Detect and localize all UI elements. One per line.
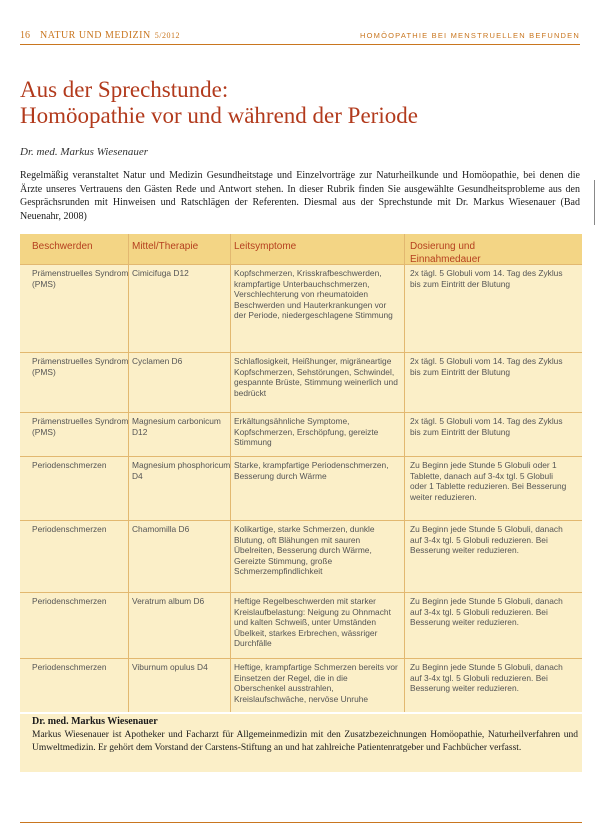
article-title [20,77,580,129]
cell-mittel: Chamomilla D6 [132,524,190,534]
title-line-2: Homöopathie vor und während der Periode [20,103,418,128]
cell-mittel: Magnesium phosphoricum D4 [132,460,231,481]
cell-mittel: Veratrum album D6 [132,596,205,606]
cell-dosierung: 2x tägl. 5 Globuli vom 14. Tag des Zyklus bis zum Eintritt der Blutung [410,356,563,377]
cell-dosierung: 2x tägl. 5 Globuli vom 14. Tag des Zyklus bis zum Eintritt der Blutung [410,268,563,289]
margin-bracket [594,180,601,225]
bio-text: Markus Wiesenauer ist Apotheker und Facharzt für Allgemeinmedizin mit den Zusatzbezeichnungen Homöopathie, Naturheilverfahren und Umweltmedizin. Er gehört dem Vorstand der Carstens-Stiftung an und hat zahlreiche Patientenratgeber und Fachbücher verfasst. [32,730,578,753]
header-leitsymptome: Leitsymptome [234,241,297,252]
table-row [20,520,582,593]
page-number: 16 [20,30,30,41]
article-intro: Regelmäßig veranstaltet Natur und Medizin Gesundheitstage und Einzelvorträge zur Naturheilkunde und Homöopathie, bei denen die Ärzte unseres Vertrauens den Gästen Rede und Antwort stehen. In dieser Rubrik finden Sie ausgewählte Gesundheitsprobleme aus den Gesprächsrunden mit Hinweisen und Ratschlägen der Referenten. Diesmal aus der Sprechstunde mit Dr. Markus Wiesenauer (Bad Neuenahr, 2008) [20,170,580,222]
title-line-1: Aus der Sprechstunde: [20,77,229,102]
footer-divider [20,822,582,823]
cell-beschwerden: Periodenschmerzen [32,524,107,534]
cell-leitsymptome: Kopfschmerzen, Krisskrafbeschwerden, krampfartige Unterbauchschmerzen, Verschlechterung von rheumatoiden Beschwerden und Hauterkrankungen vor der Periode, niedergeschlagene Stimmung [234,268,393,321]
cell-beschwerden: Prämenstruelles Syndrom (PMS) [32,356,129,377]
bio-title: Dr. med. Markus Wiesenauer [32,716,158,727]
cell-beschwerden: Prämenstruelles Syndrom (PMS) [32,268,129,289]
cell-mittel: Viburnum opulus D4 [132,662,208,672]
cell-leitsymptome: Kolikartige, starke Schmerzen, dunkle Blutung, oft Blähungen mit sauren Übelreiten, Besserung durch Wärme, Gereizte Stimmung, große Schmerzempfindlichkeit [234,524,375,577]
cell-dosierung: Zu Beginn jede Stunde 5 Globuli, danach auf 3-4x tgl. 5 Globuli reduzieren. Bei Besserung weiter reduzieren. [410,524,563,556]
cell-beschwerden: Periodenschmerzen [32,460,107,470]
issue-number: 5/2012 [154,31,180,40]
cell-leitsymptome: Schlaflosigkeit, Heißhunger, migräneartige Kopfschmerzen, Sehstörungen, Schwindel, gespannte Brüste, Stimmung weinerlich und bedrückt [234,356,398,398]
cell-mittel: Magnesium carbonicum D12 [132,416,221,437]
remedy-table [20,234,582,712]
cell-dosierung: Zu Beginn jede Stunde 5 Globuli oder 1 Tablette, danach auf 3-4x tgl. 5 Globuli oder 1 Tablette reduzieren. Bei Besserung weiter reduzieren. [410,460,567,502]
cell-dosierung: Zu Beginn jede Stunde 5 Globuli, danach auf 3-4x tgl. 5 Globuli reduzieren. Bei Besserung weiter reduzieren. [410,662,563,694]
cell-beschwerden: Prämenstruelles Syndrom (PMS) [32,416,129,437]
cell-leitsymptome: Starke, krampfartige Periodenschmerzen, Besserung durch Wärme [234,460,389,481]
cell-leitsymptome: Heftige Regelbeschwerden mit starker Kreislaufbelastung: Neigung zu Ohnmacht und kalten Schweiß, unter Umständen Übelkeit, starkes Erbrechen, wässriger Durchfälle [234,596,391,649]
cell-dosierung: 2x tägl. 5 Globuli vom 14. Tag des Zyklus bis zum Eintritt der Blutung [410,416,563,437]
cell-beschwerden: Periodenschmerzen [32,596,107,606]
table-row [20,412,582,457]
magazine-name [40,30,180,41]
cell-mittel: Cyclamen D6 [132,356,183,366]
author-bio-box [20,714,582,772]
table-row [20,658,582,713]
table-row [20,264,582,353]
table-row [20,456,582,521]
cell-dosierung: Zu Beginn jede Stunde 5 Globuli, danach auf 3-4x tgl. 5 Globuli reduzieren. Bei Besserung weiter reduzieren. [410,596,563,628]
header-mittel: Mittel/Therapie [132,241,199,252]
table-row [20,592,582,659]
cell-leitsymptome: Erkältungsähnliche Symptome, Kopfschmerzen, Erschöpfung, gereizte Stimmung [234,416,379,448]
cell-mittel: Cimicifuga D12 [132,268,189,278]
table-row [20,352,582,413]
header-divider [20,44,580,45]
cell-leitsymptome: Heftige, krampfartige Schmerzen bereits vor Einsetzen der Regel, die in die Oberschenkel ausstrahlen, Kreislaufschwäche, nervöse Unruhe [234,662,398,704]
section-title: HOMÖOPATHIE BEI MENSTRUELLEN BEFUNDEN [360,31,580,40]
header-dosierung: Dosierung und Einnahmedauer [410,241,481,265]
magazine-title: NATUR UND MEDIZIN [40,30,151,41]
header-beschwerden: Beschwerden [32,241,93,252]
article-author: Dr. med. Markus Wiesenauer [20,146,149,158]
cell-beschwerden: Periodenschmerzen [32,662,107,672]
table-header [20,234,582,264]
